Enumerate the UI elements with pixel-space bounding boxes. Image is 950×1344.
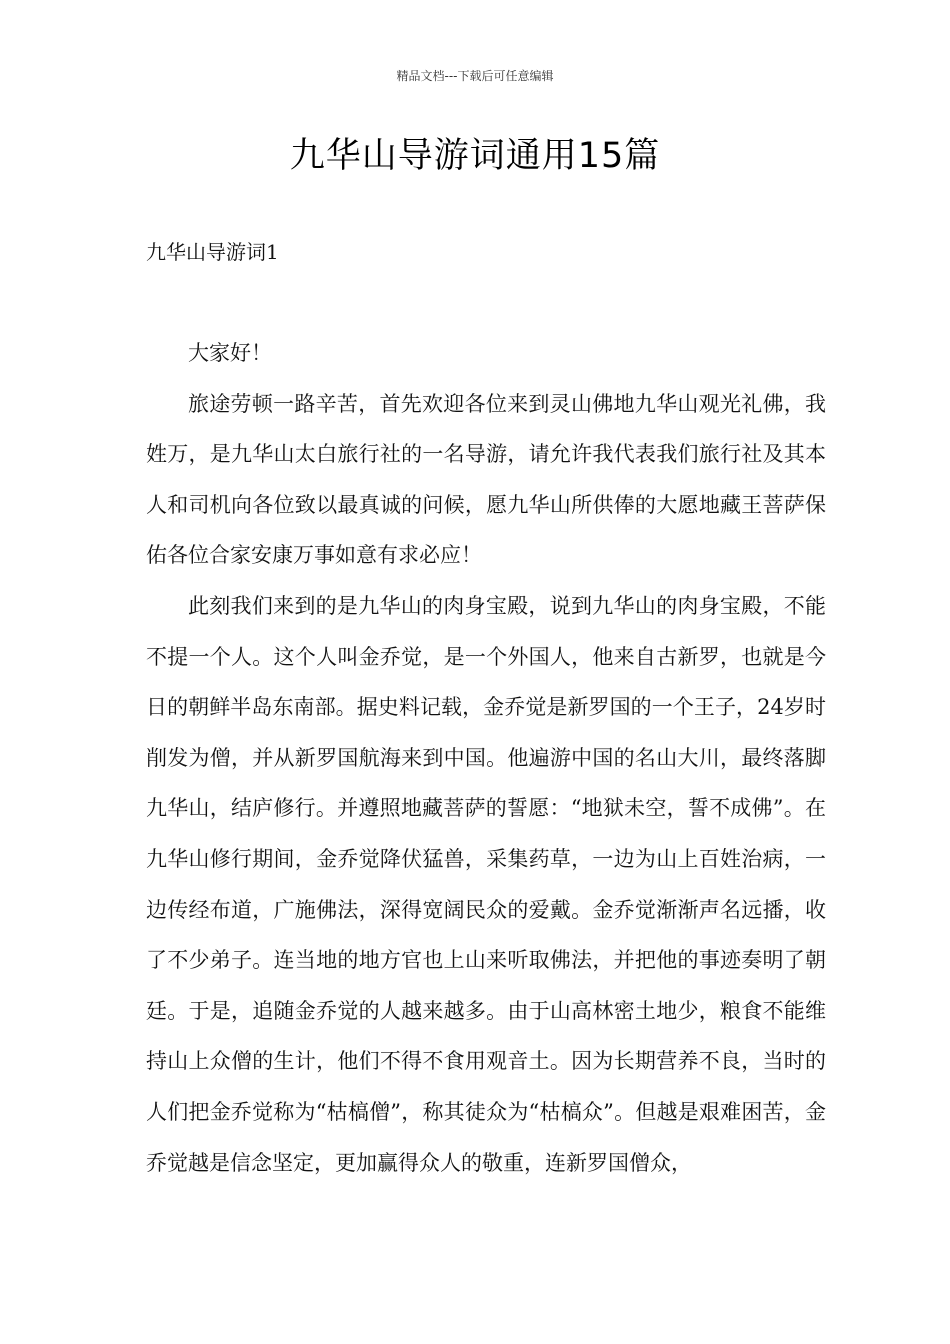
header-note: 精品文档---下载后可任意编辑 (396, 69, 554, 83)
paragraph-greeting: 大家好！ (188, 341, 272, 365)
body-text (146, 328, 826, 1188)
paragraph-history: 此刻我们来到的是九华山的肉身宝殿，说到九华山的肉身宝殿，不能不提一个人。这个人叫金乔觉，是一个外国人，他来自古新罗，也就是今日的朝鲜半岛东南部。据史料记载，金乔觉是新罗国的一个王子，24岁时削发为僧，并从新罗国航海来到中国。他遍游中国的名山大川，最终落脚九华山，结庐修行。并遵照地藏菩萨的誓愿：“地狱未空，誓不成佛”。在九华山修行期间，金乔觉降伏猛兽，采集药草，一边为山上百姓治病，一边传经布道，广施佛法，深得宽阔民众的爱戴。金乔觉渐渐声名远播，收了不少弟子。连当地的地方官也上山来听取佛法，并把他的事迹奏明了朝廷。于是，追随金乔觉的人越来越多。由于山高林密土地少，粮食不能维持山上众僧的生计，他们不得不食用观音土。因为长期营养不良，当时的人们把金乔觉称为“枯槁僧”，称其徒众为“枯槁众”。但越是艰难困苦，金乔觉越是信念坚定，更加赢得众人的敬重，连新罗国僧众， (146, 593, 826, 1175)
paragraph-welcome: 旅途劳顿一路辛苦，首先欢迎各位来到灵山佛地九华山观光礼佛，我姓万，是九华山太白旅行社的一名导游，请允许我代表我们旅行社及其本人和司机向各位致以最真诚的问候，愿九华山所供俸的大愿地藏王菩萨保佑各位合家安康万事如意有求必应！ (146, 391, 826, 568)
document-title: 九华山导游词通用15篇 (289, 136, 661, 176)
section-heading: 九华山导游词1 (146, 240, 279, 264)
